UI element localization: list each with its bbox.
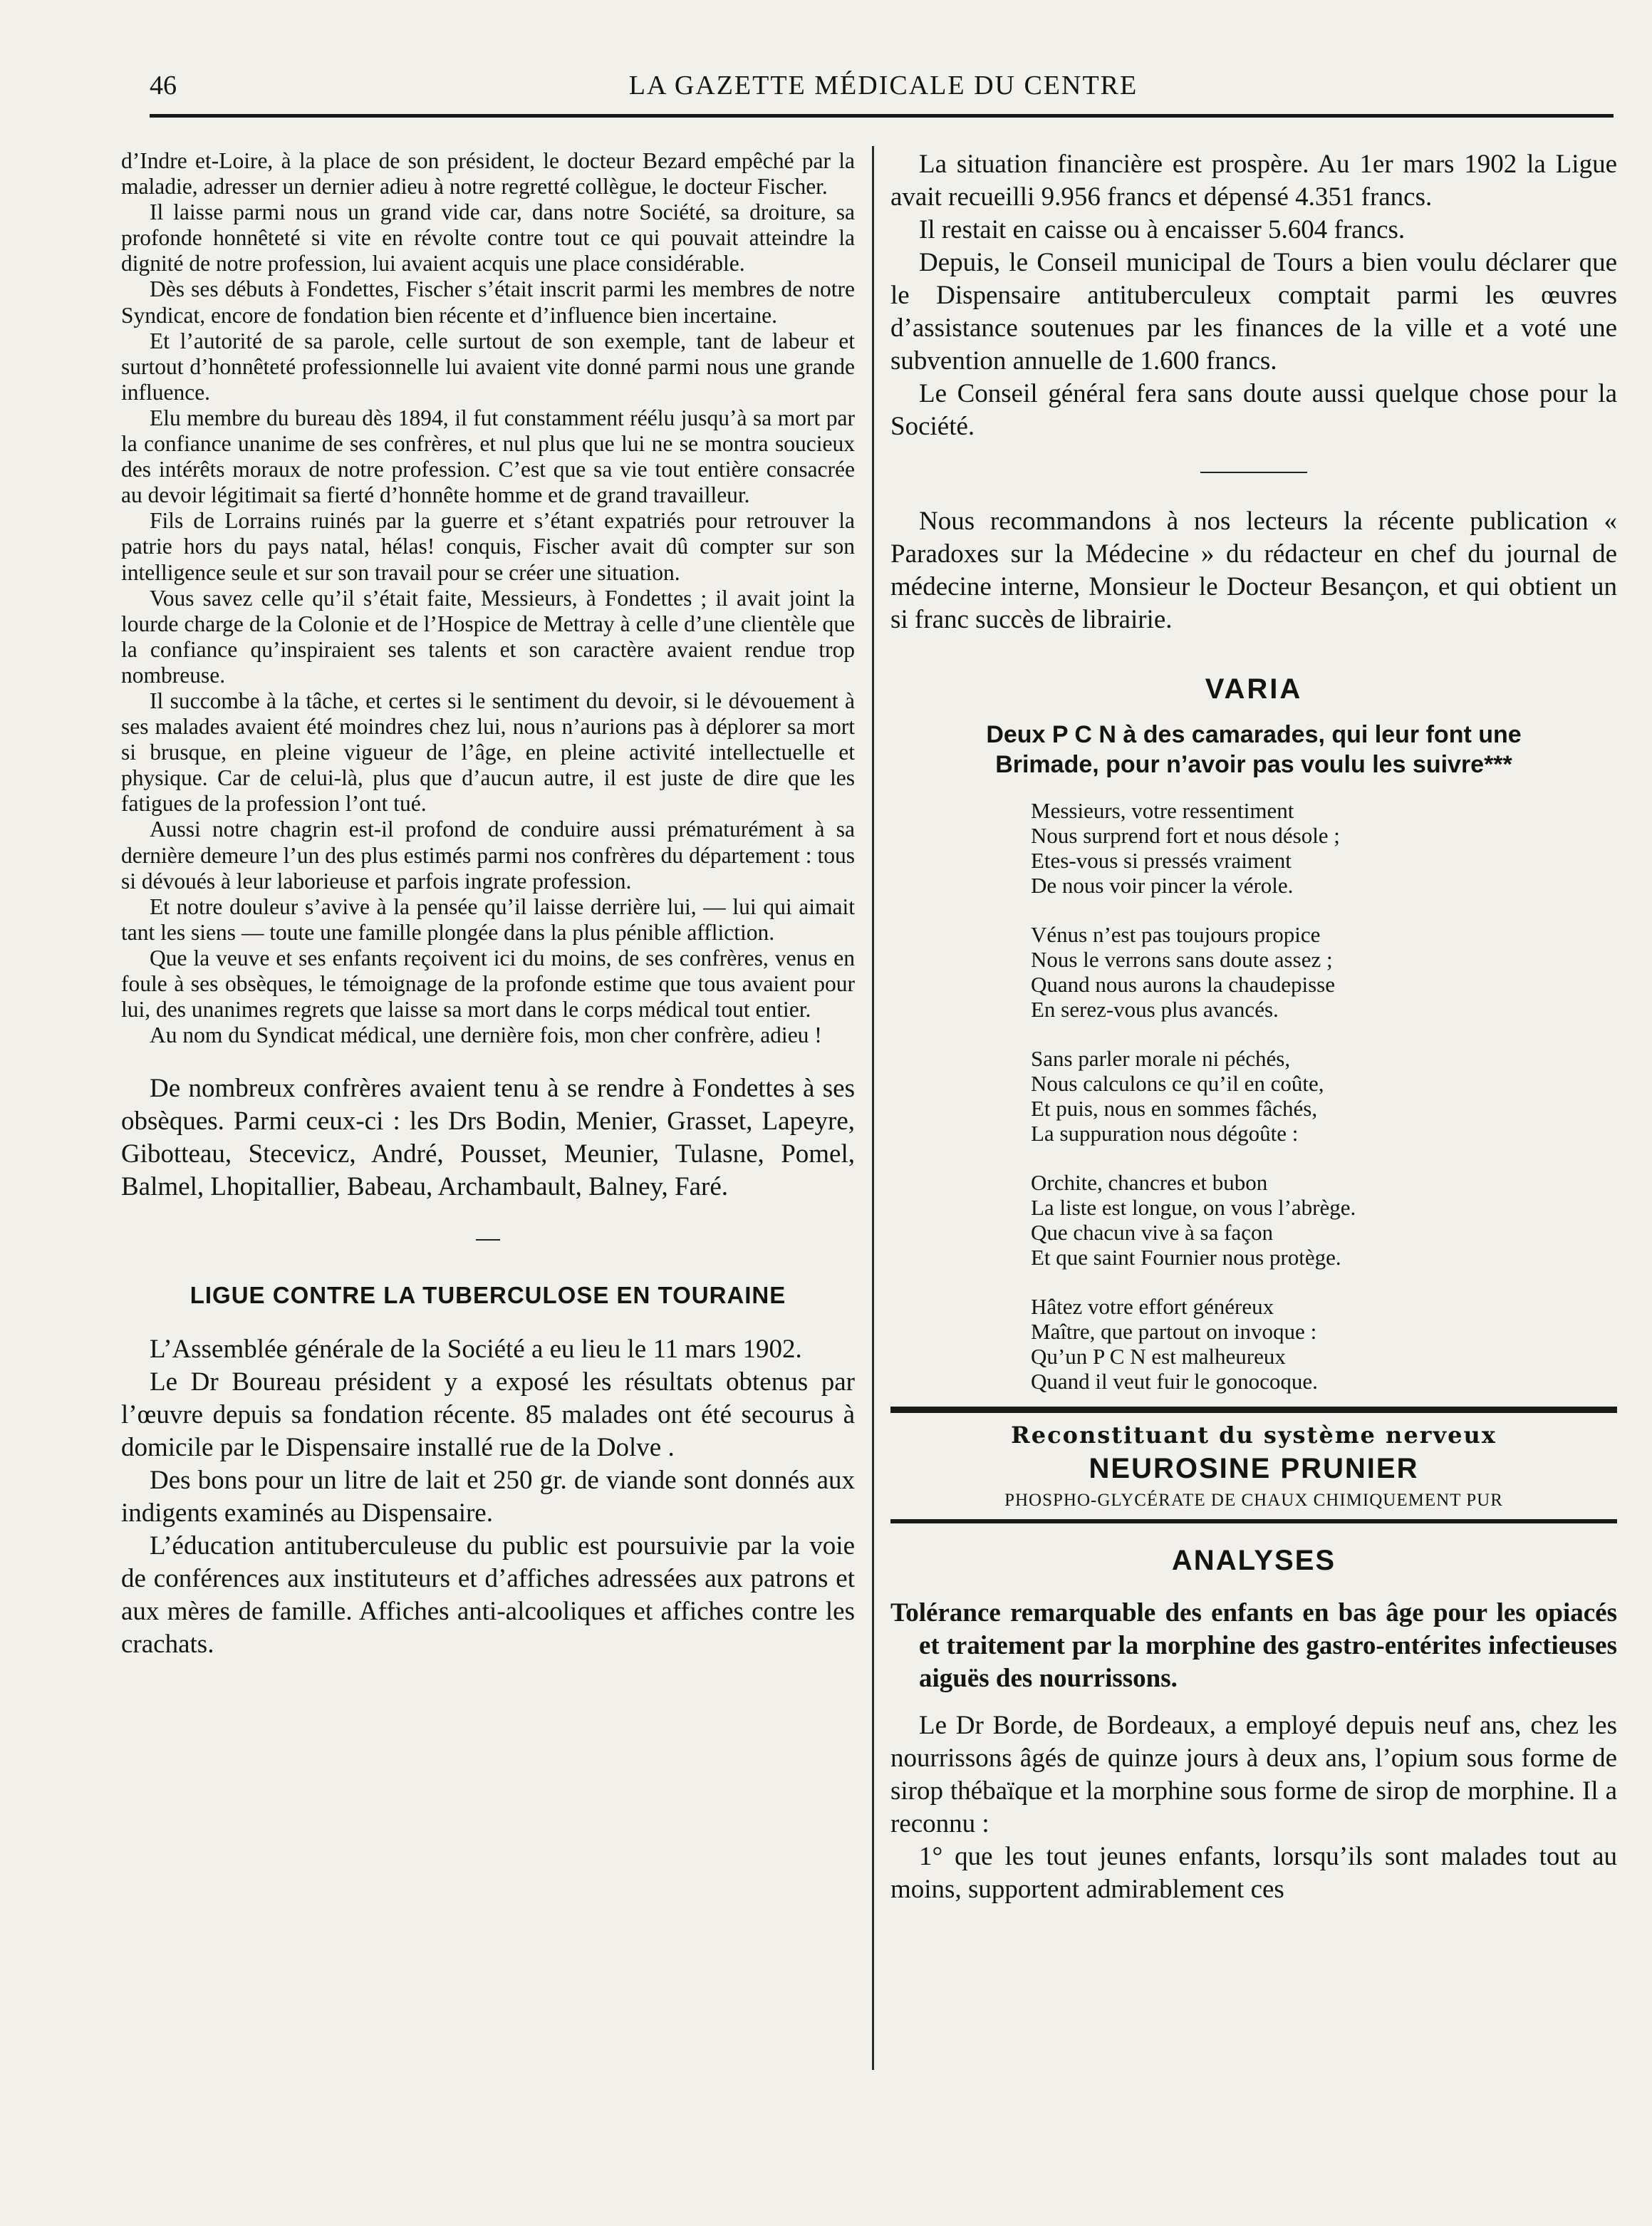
poem-stanza [1031,922,1617,1022]
eulogy-paragraph: Fils de Lorrains ruinés par la guerre et s’étant expatriés pour retrouver la patrie hors du pays natal, hélas! conquis, Fischer avait dû compter sur son intelligence seule et sur son travail pour se créer une situation. [121,508,855,585]
analyses-paragraph: Le Dr Borde, de Bordeaux, a employé depuis neuf ans, chez les nourrissons âgés de quinze jours à deux ans, l’opium sous forme de sirop thébaïque et la morphine sous forme de sirop de morphine. Il a reconnu : [890,1711,1617,1838]
poem-stanza [1031,1294,1617,1394]
poem-line: La liste est longue, on vous l’abrège. [1031,1195,1356,1220]
analyses-title: ANALYSES [1171,1545,1336,1576]
eulogy-paragraph: Dès ses débuts à Fondettes, Fischer s’était inscrit parmi les membres de notre Syndicat, encore de fondation bien récente et d’influence bien incertaine. [121,276,855,328]
varia-title: VARIA [1205,673,1303,705]
poem [1031,798,1617,1394]
eulogy-paragraph: Et notre douleur s’avive à la pensée qu’il laisse derrière lui, — lui qui aimait tant les siens — toute une famille plongée dans la plus pénible affliction. [121,894,855,945]
ligue-paragraph: Des bons pour un litre de lait et 250 gr. de viande sont donnés aux indigents examinés au Dispensaire. [121,1466,855,1528]
poem-line: Quand nous aurons la chaudepisse [1031,972,1336,997]
poem-line: Sans parler morale ni péchés, [1031,1046,1291,1071]
poem-line: Etes-vous si pressés vraiment [1031,848,1292,873]
poem-line: Nous calculons ce qu’il en coûte, [1031,1071,1324,1096]
eulogy-paragraph: Au nom du Syndicat médical, une dernière fois, mon cher confrère, adieu ! [150,1023,822,1048]
poem-stanza [1031,1170,1617,1270]
poem-line: Maître, que partout on invoque : [1031,1319,1317,1344]
poem-line: Et puis, nous en sommes fâchés, [1031,1096,1318,1121]
eulogy-paragraph: Aussi notre chagrin est-il profond de conduire aussi prématurément à sa dernière demeure l’un des plus estimés parmi nos confrères du département : tous si dévoués à leur laborieuse et parfois ingrate profession. [121,817,855,894]
ligue-continued-paragraph: Il restait en caisse ou à encaisser 5.604 francs. [919,215,1406,244]
ligue-paragraph: L’éducation antituberculeuse du public est poursuivie par la voie de conférences aux instituteurs et d’affiches adressées aux patrons et aux mères de famille. Affiches anti-alcooliques et affiches contre les crachats. [121,1531,855,1660]
poem-line: La suppuration nous dégoûte : [1031,1121,1299,1146]
ad-product-name: NEUROSINE PRUNIER [1089,1453,1419,1484]
ligue-continued-paragraph: La situation financière est prospère. Au 1er mars 1902 la Ligue avait recueilli 9.956 francs et dépensé 4.351 francs. [890,150,1617,212]
poem-line: En serez-vous plus avancés. [1031,997,1279,1022]
eulogy-paragraph: Il laisse parmi nous un grand vide car, dans notre Société, sa droiture, sa profonde honnêteté si vite en révolte contre tout ce qui pouvait atteindre la dignité de notre profession, lui avaient acquis une place considérable. [121,200,855,276]
column-divider [872,146,874,2070]
poem-line: Vénus n’est pas toujours propice [1031,922,1321,947]
recommendation-paragraph: Nous recommandons à nos lecteurs la récente publication « Paradoxes sur la Médecine » du rédacteur en chef du journal de médecine interne, Monsieur le Docteur Besançon, et qui obtient un si franc succès de librairie. [890,507,1617,634]
left-column [121,148,855,1661]
eulogy-paragraph: d’Indre et-Loire, à la place de son président, le docteur Bezard empêché par la maladie, adresser un dernier adieu à notre regretté collègue, le docteur Fischer. [121,148,855,200]
ad-description: PHOSPHO-GLYCÉRATE DE CHAUX CHIMIQUEMENT PUR [1004,1491,1503,1510]
poem-line: Messieurs, votre ressentiment [1031,798,1294,823]
poem-line: Et que saint Fournier nous protège. [1031,1245,1341,1270]
poem-line: De nous voir pincer la vérole. [1031,873,1294,898]
page-number: 46 [150,71,177,100]
poem-line: Nous le verrons sans doute assez ; [1031,947,1333,972]
analyses-subheading: Tolérance remarquable des enfants en bas âge pour les opiacés et traitement par la morphine des gastro-entérites infectieuses aiguës des nourrissons. [890,1598,1617,1693]
advertisement-box [890,1407,1617,1523]
poem-line: Qu’un P C N est malheureux [1031,1344,1286,1369]
section-divider [1200,472,1307,473]
poem-line: Orchite, chancres et bubon [1031,1170,1268,1195]
page-header [150,70,1617,113]
eulogy-paragraph: Que la veuve et ses enfants reçoivent ici du moins, de ses confrères, venus en foule à ses obsèques, le témoignage de la profonde estime que tous avaient pour lui, des unanimes regrets que laisse sa mort dans le corps médical tout entier. [121,945,855,1023]
poem-line: Quand il veut fuir le gonocoque. [1031,1369,1318,1394]
eulogy-paragraph: Vous savez celle qu’il s’était faite, Messieurs, à Fondettes ; il avait joint la lourde charge de la Colonie et de l’Hospice de Mettray à celle d’une clientèle que la confiance qu’inspiraient ses talents et son caractère avaient rendue trop nombreuse. [121,585,855,688]
poem-title-line: Deux P C N à des camarades, qui leur font une [986,721,1522,748]
ligue-paragraph: L’Assemblée générale de la Société a eu lieu le 11 mars 1902. [150,1335,802,1365]
ligue-continued-paragraph: Le Conseil général fera sans doute aussi quelque chose pour la Société. [890,379,1617,441]
poem-title [890,720,1617,780]
poem-title-line: Brimade, pour n’avoir pas voulu les suivre*** [995,751,1512,778]
poem-line: Nous surprend fort et nous désole ; [1031,823,1340,848]
ligue-continued-paragraph: Depuis, le Conseil municipal de Tours a bien voulu déclarer que le Dispensaire antituberculeux comptait parmi les œuvres d’assistance soutenues par les finances de la ville et a voté une subvention annuelle de 1.600 francs. [890,248,1617,376]
ad-tagline: Reconstituant du système nerveux [1011,1422,1497,1449]
poem-stanza [1031,798,1617,898]
eulogy-paragraph: Elu membre du bureau dès 1894, il fut constamment réélu jusqu’à sa mort par la confiance unanime de ses confrères, et nul plus que lui ne se montra soucieux des intérêts moraux de notre profession. C’est que sa vie tout entière consacrée au devoir légitimait sa fierté d’honnête homme et de grand travailleur. [121,405,855,508]
analyses-paragraph: 1° que les tout jeunes enfants, lorsqu’ils sont malades tout au moins, supportent admirablement ces [890,1842,1617,1904]
funeral-paragraph: De nombreux confrères avaient tenu à se rendre à Fondettes à ses obsèques. Parmi ceux-ci : les Drs Bodin, Menier, Grasset, Lapeyre, Gibotteau, Stecevicz, André, Pousset, Meunier, Tulasne, Pomel, Balmel, Lhopitallier, Babeau, Archambault, Balney, Faré. [121,1074,855,1202]
header-rule [150,114,1614,118]
ligue-title: LIGUE CONTRE LA TUBERCULOSE EN TOURAINE [189,1282,786,1309]
journal-title: LA GAZETTE MÉDICALE DU CENTRE [628,71,1138,100]
eulogy-paragraph: Et l’autorité de sa parole, celle surtout de son exemple, tant de labeur et surtout d’honnêteté professionnelle lui avaient vite donné parmi nous une grande influence. [121,328,855,405]
poem-line: Hâtez votre effort généreux [1031,1294,1274,1319]
ligue-paragraph: Le Dr Boureau président y a exposé les résultats obtenus par l’œuvre depuis sa fondation récente. 85 malades ont été secourus à domicile par le Dispensaire installé rue de la Dolve . [121,1367,855,1463]
right-column [890,148,1617,1906]
eulogy-paragraph: Il succombe à la tâche, et certes si le sentiment du devoir, si le dévouement à ses malades avaient été moindres chez lui, nous n’aurions pas à déplorer sa mort si brusque, en pleine vigueur de l’âge, en pleine activité intellectuelle et physique. Car de celui-là, plus que d’aucun autre, il est juste de dire que les fatigues de la profession l’ont tué. [121,688,855,817]
poem-line: Que chacun vive à sa façon [1031,1220,1273,1245]
section-divider [476,1239,500,1241]
poem-stanza [1031,1046,1617,1146]
